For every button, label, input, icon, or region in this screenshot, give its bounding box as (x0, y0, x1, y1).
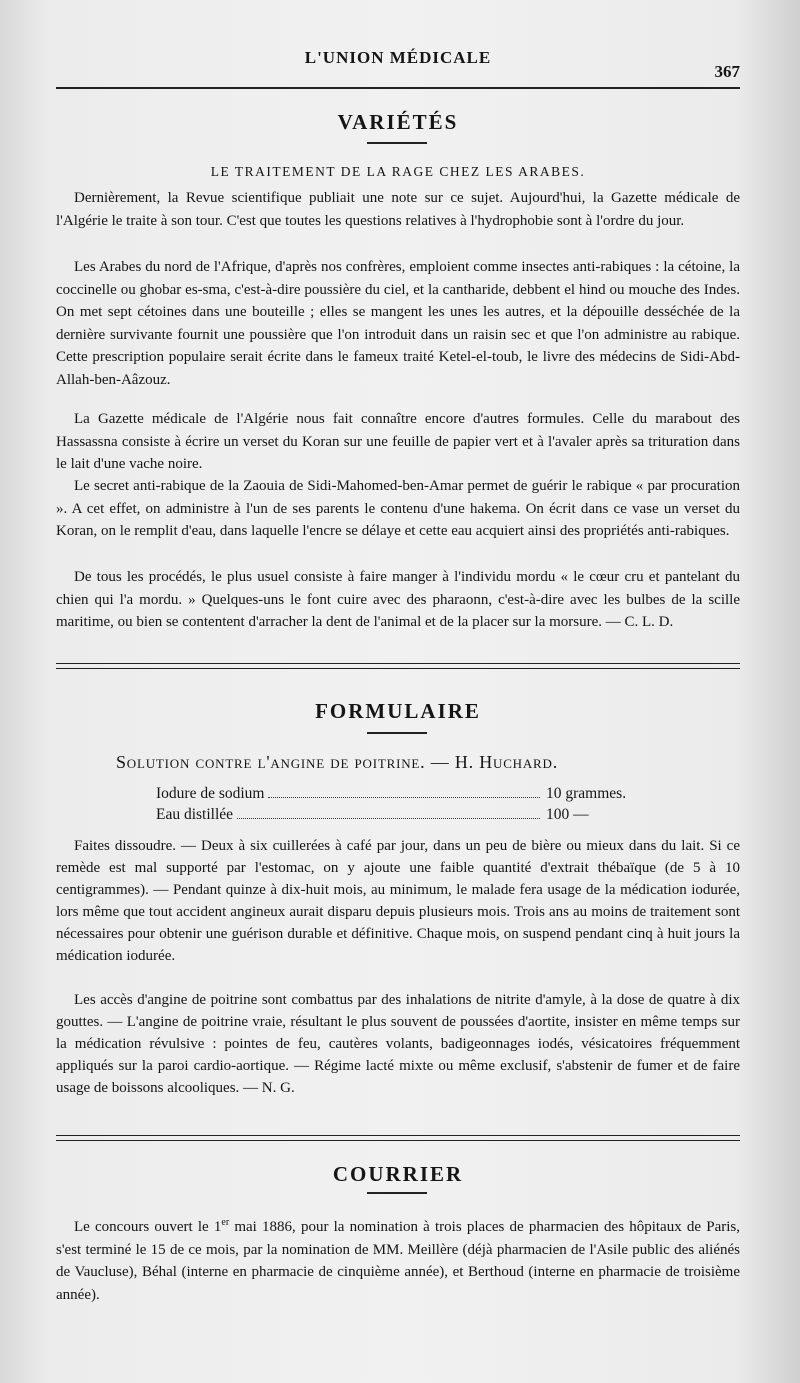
leader-dots (268, 797, 540, 798)
ingredient-row (156, 806, 656, 824)
formulaire-title: FORMULAIRE (315, 699, 481, 723)
ingredient-quantity: 100 — (546, 806, 589, 823)
ingredient-name: Eau distillée (156, 806, 234, 823)
page-number: 367 (714, 62, 740, 81)
formulaire-paragraph-2: Les accès d'angine de poitrine sont combattus par des inhalations de nitrite d'amyle, à la dose de quatre à dix gouttes. — L'angine de poitrine vraie, résultant le plus souvent de poussées d'aortite, insister en même temps sur la médication révulsive : pointes de feu, cautères volants, badigeonnages iodés, vésicatoires fréquemment appliqués sur la paroi cardio-aortique. — Régime lacté mixte ou même exclusif, s'abstenir de fumer et de faire usage de boissons alcooliques. — N. G. (56, 992, 740, 1096)
courrier-title: COURRIER (332, 1162, 464, 1186)
ingredient-quantity: 10 grammes. (546, 785, 627, 802)
header-rule (56, 87, 740, 89)
ingredient-row (156, 785, 656, 803)
running-header (56, 48, 740, 88)
varietes-paragraph-4: Le secret anti-rabique de la Zaouia de Sidi-Mahomed-ben-Amar permet de guérir le rabique « par procuration ». A cet effet, on administre à l'un de ses parents le contenu d'une hakema. On écrit dans ce vase un verset du Koran, on le remplit d'eau, dans laquelle l'encre se délaye et cette eau acquiert ainsi des propriétés anti-rabiques. (56, 478, 740, 540)
varietes-paragraph-1: Dernièrement, la Revue scientifique publiait une note sur ce sujet. Aujourd'hui, la Gazette médicale de l'Algérie le traite à son tour. C'est que toutes les questions relatives à l'hydrophobie sont à l'ordre du jour. (56, 190, 740, 229)
courrier-text-rest: mai 1886, pour la nomination à trois places de pharmacien des hôpitaux de Paris, s'est terminé le 15 de ce mois, par la nomination de MM. Meillère (déjà pharmacien de l'Asile public des aliénés de Vaucluse), Béhal (interne en pharmacie de cinquième année), et Berthoud (interne en pharmacie de troisième année). (56, 1219, 740, 1303)
courrier-paragraph-1 (56, 1212, 740, 1306)
varietes-title: VARIÉTÉS (337, 110, 459, 134)
ordinal-superscript: er (221, 1217, 230, 1228)
courrier-underline (367, 1192, 427, 1194)
formula-title: Solution contre l'angine de poitrine. — H. Huchard. (116, 752, 559, 772)
varietes-paragraph-2: Les Arabes du nord de l'Afrique, d'après nos confrères, emploient comme insectes anti-rabiques : la cétoine, la coccinelle ou ghobar es-sma, c'est-à-dire poussière du ciel, et la cantharide, debbent el hind ou mouche des Indes. On met sept cétoines dans une bouteille ; elles se mangent les unes les autres, et la dépouille desséchée de la dernière survivante fournit une poussière que l'on introduit dans un raisin sec et que l'on administre au rabique. Cette prescription populaire serait écrite dans le fameux traité Ketel-el-toub, le livre des médecins de Sidi-Abd-Allah-ben-Aâzouz. (56, 259, 740, 388)
varietes-paragraph-5: De tous les procédés, le plus usuel consiste à faire manger à l'individu mordu « le cœur cru et pantelant du chien qui l'a mordu. » Quelques-uns le font cuire avec des pharaonn, c'est-à-dire avec les bulbes de la scille maritime, ou bien se contentent d'arracher la dent de l'animal et de la placer sur la morsure. — C. L. D. (56, 569, 740, 631)
varietes-paragraph-3: La Gazette médicale de l'Algérie nous fait connaître encore d'autres formules. Celle du marabout des Hassassna consiste à écrire un verset du Koran sur une feuille de papier vert et à l'avaler après sa trituration dans le lait d'une vache noire. (56, 411, 740, 473)
section-divider-1 (56, 663, 740, 669)
formulaire-underline (367, 732, 427, 734)
journal-title: L'UNION MÉDICALE (304, 48, 492, 67)
varietes-underline (367, 142, 427, 144)
section-divider-2 (56, 1135, 740, 1141)
varietes-subtitle: LE TRAITEMENT DE LA RAGE CHEZ LES ARABES. (210, 164, 586, 179)
courrier-text-start: Le concours ouvert le 1 (74, 1219, 222, 1235)
formulaire-paragraph-1: Faites dissoudre. — Deux à six cuillerées à café par jour, dans un peu de bière ou mieux dans du lait. Si ce remède est mal supporté par l'estomac, on y ajoute une faible quantité d'extrait thébaïque (de 5 à 10 centigrammes). — Pendant quinze à dix-huit mois, au minimum, le malade fera usage de la médication iodurée, lors même que tout accident angineux aurait disparu depuis plusieurs mois. Trois ans au moins de traitement sont nécessaires pour obtenir une guérison durable et définitive. Chaque mois, on suspend pendant cinq à huit jours la médication iodurée. (56, 838, 740, 964)
leader-dots (237, 818, 540, 819)
ingredient-name: Iodure de sodium (156, 785, 265, 802)
